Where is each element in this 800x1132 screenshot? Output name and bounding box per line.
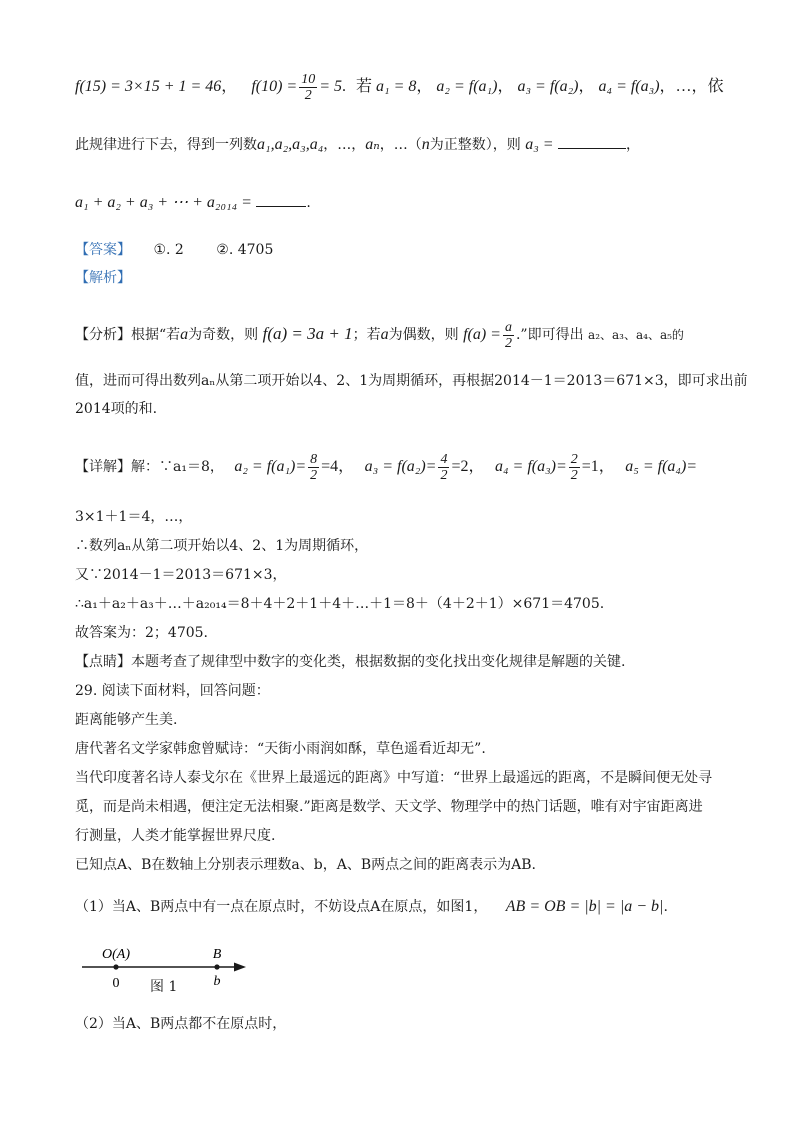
tick-label-0: 0	[112, 976, 120, 991]
figure-caption: 图 1	[150, 979, 178, 995]
problem-line-2: 此规律进行下去，得到一列数a₁,a₂,a₃,a₄，…，aₙ，…（n为正整数），则 a₃ = ，	[75, 136, 640, 153]
answer-2: ②. 4705	[216, 242, 274, 258]
a2-definition: a₂ = f(a₁)	[436, 78, 498, 96]
problem-line-3: a₁ + a₂ + a₃ + ⋯ + a₂₀₁₄ = .	[75, 194, 311, 211]
arrow-head-icon	[234, 963, 246, 972]
odd-formula: f(a) = 3a + 1	[262, 324, 353, 344]
a4-calc: a₄ = f(a₃)= $\frac{2}{2}$ =1，	[494, 452, 615, 483]
answer-line	[75, 240, 273, 260]
f15-expression: f(15) = 3×15 + 1 = 46	[75, 78, 222, 96]
dianjing-line: 【点睛】本题考查了规律型中数字的变化类，根据数据的变化找出变化规律是解题的关键.	[75, 654, 626, 670]
answer-blank-2[interactable]	[256, 206, 306, 207]
f10-fraction: $\frac{10}{2}$	[301, 72, 316, 103]
f10-expression: f(10) = $\frac{10}{2}$ = 5.	[251, 72, 347, 103]
q29-line-1: 距离能够产生美.	[75, 712, 178, 728]
a3-definition: a₃ = f(a₂)	[517, 78, 579, 96]
q29-part-1: （1）当A、B两点中有一点在原点时，不妨设点A在原点，如图1， AB = OB = |b| = |a − b|.	[75, 898, 668, 915]
fenxi-line-1: 【分析】根据“若a为奇数，则 f(a) = 3a + 1；若a为偶数，则 f(a) = $\frac{a}{2}$ .”即可得出 a₂、a₃、a₄、a₅的	[75, 320, 684, 351]
xiangjie-line-4: 又∵2014－1＝2013＝671×3，	[75, 567, 287, 583]
answer-1: ①. 2	[153, 242, 184, 258]
a3-calc: a₃ = f(a₂)= $\frac{4}{2}$ =2，	[364, 452, 485, 483]
q29-title: 29. 阅读下面材料，回答问题：	[75, 683, 270, 699]
sequence-terms: a₁,a₂,a₃,a₄	[257, 136, 324, 153]
analysis-label: 【解析】	[75, 270, 131, 286]
q29-line-4: 觅，而是尚未相遇，便注定无法相聚.”距离是数学、天文学、物理学中的热门话题，唯有对宇宙距离进	[75, 799, 703, 815]
sum-expression: a₁ + a₂ + a₃ + ⋯ + a₂₀₁₄ =	[75, 194, 252, 211]
tick-label-b: b	[213, 974, 221, 989]
fenxi-line-3: 2014项的和.	[75, 401, 158, 417]
xiangjie-line-6: 故答案为：2；4705.	[75, 625, 208, 641]
distance-formula: AB = OB = |b| = |a − b|	[505, 898, 664, 915]
a4-definition: a₄ = f(a₃)	[598, 78, 660, 96]
a2-calc: a₂ = f(a₁)= $\frac{8}{2}$ =4，	[234, 452, 355, 483]
even-formula: f(a) = $\frac{a}{2}$	[463, 320, 512, 351]
label-o-a: O(A)	[102, 947, 130, 962]
xiangjie-line-2: 3×1＋1＝4，…，	[75, 509, 193, 525]
q29-line-2: 唐代著名文学家韩愈曾赋诗：“天街小雨润如酥，草色遥看近却无”.	[75, 741, 486, 757]
dianjing-label: 【点睛】	[75, 654, 131, 670]
a5-calc: a₅ = f(a₄)=	[625, 458, 698, 476]
q29-part-2: （2）当A、B两点都不在原点时，	[75, 1016, 287, 1032]
xiangjie-line-1: 【详解】解：∵a₁＝8， a₂ = f(a₁)= $\frac{8}{2}$ =4， a₃ = f(a₂)= $\frac{4}{2}$ =2， a₄ = f(a₃)= $\frac{2}{2}$ =1， a₅ = f(a₄)=	[75, 452, 698, 483]
q29-line-3: 当代印度著名诗人泰戈尔在《世界上最遥远的距离》中写道：“世界上最遥远的距离，不是瞬间便无处寻	[75, 770, 713, 786]
answer-blank-1[interactable]	[558, 148, 626, 149]
a1-definition: a₁ = 8	[376, 78, 417, 96]
xiangjie-line-5: ∴a₁＋a₂＋a₃＋…＋a₂₀₁₄＝8＋4＋2＋1＋4＋…＋1＝8＋（4＋2＋1）×671＝4705.	[75, 596, 605, 612]
fenxi-line-2: 值，进而可得出数列aₙ从第二项开始以4、2、1为周期循环，再根据2014－1＝2013＝671×3，即可求出前	[75, 373, 748, 389]
q29-line-5: 行测量，人类才能掌握世界尺度.	[75, 828, 276, 844]
point-b	[214, 964, 219, 969]
origin-point	[113, 964, 118, 969]
xiangjie-line-3: ∴数列aₙ从第二项开始以4、2、1为周期循环，	[75, 538, 369, 554]
q29-line-6: 已知点A、B在数轴上分别表示理数a、b，A、B两点之间的距离表示为AB.	[75, 857, 536, 873]
answer-label: 【答案】	[75, 242, 131, 258]
label-b: B	[212, 947, 222, 962]
problem-line-1: f(15) = 3×15 + 1 = 46， f(10) = $\frac{10}{2}$ = 5. 若 a₁ = 8， a₂ = f(a₁)， a₃ = f(a₂)， a₄ = f(a₃)，…，依	[75, 72, 724, 103]
